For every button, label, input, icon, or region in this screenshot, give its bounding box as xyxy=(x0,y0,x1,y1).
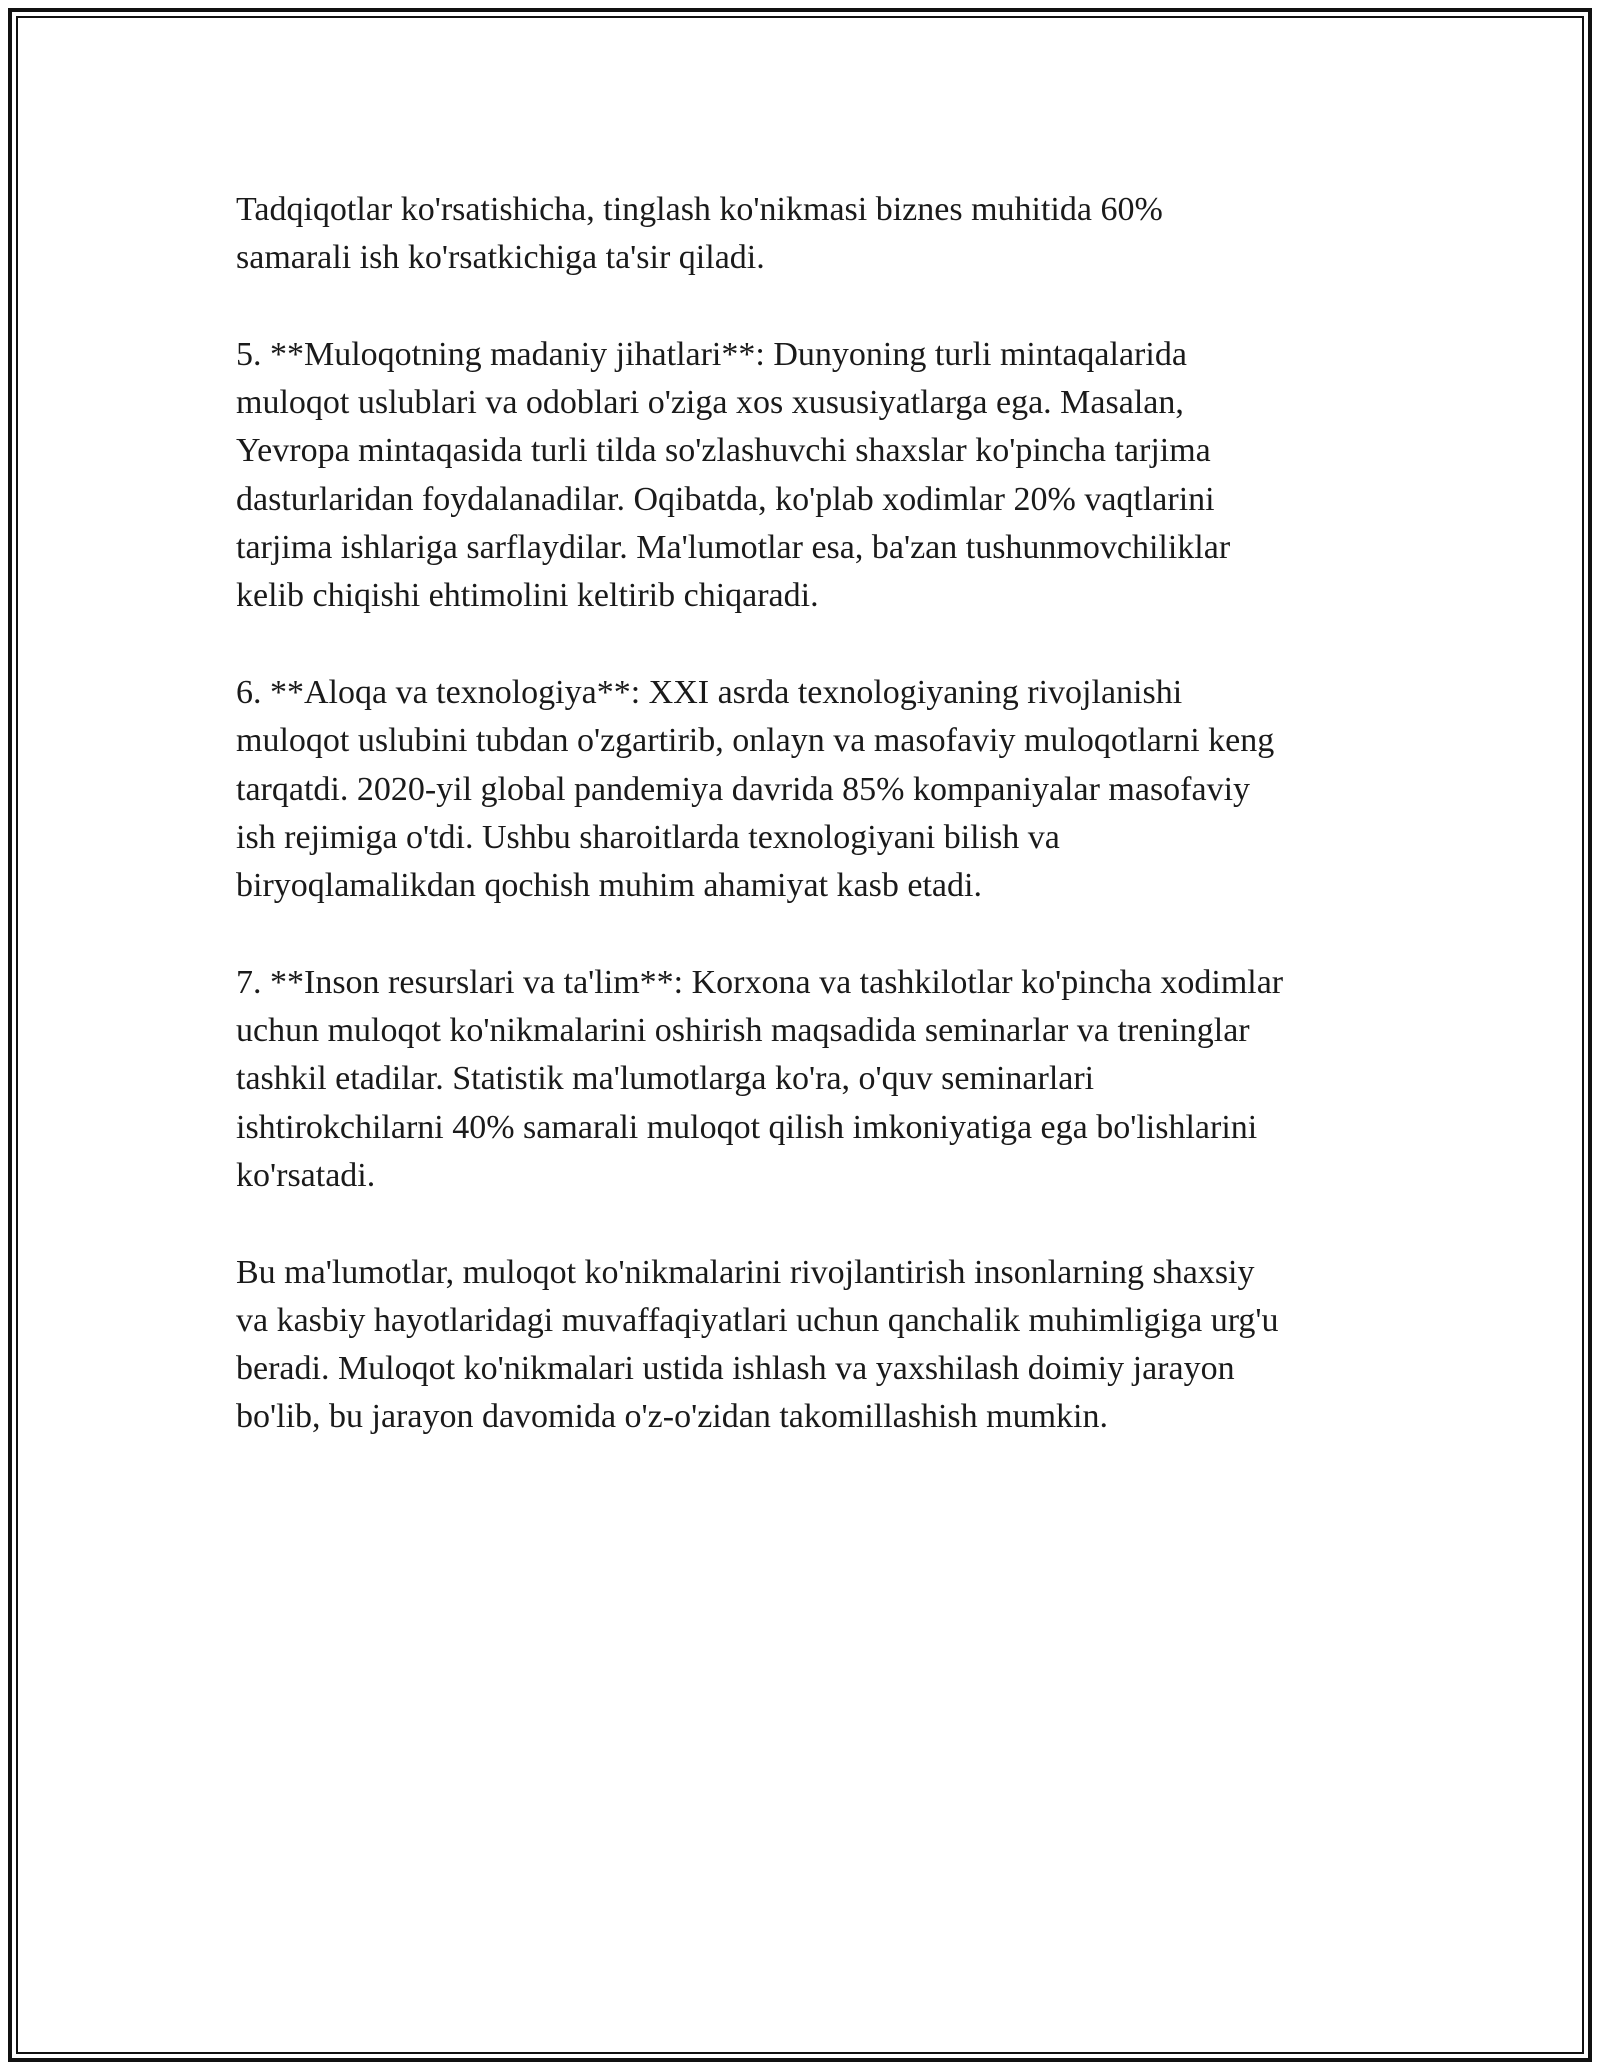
paragraph-communication-technology: 6. **Aloqa va texnologiya**: XXI asrda texnologiyaning rivojlanishi muloqot uslubini tubdan o'zgartirib, onlayn va masofaviy muloqotlarni keng tarqatdi. 2020-yil global pandemiya davrida 85% kompaniyalar masofaviy ish rejimiga o'tdi. Ushbu sharoitlarda texnologiyani bilish va biryoqlamalikdan qochish muhim ahamiyat kasb etadi. xyxy=(236,673,1275,905)
paragraph-listening-research: Tadqiqotlar ko'rsatishicha, tinglash ko'nikmasi biznes muhitida 60% samarali ish ko'rsatkichiga ta'sir qiladi. xyxy=(236,191,1163,277)
paragraph-cultural-aspects: 5. **Muloqotning madaniy jihatlari**: Dunyoning turli mintaqalarida muloqot uslublari va odoblari o'ziga xos xususiyatlarga ega. Masalan, Yevropa mintaqasida turli tilda so'zlashuvchi shaxslar ko'pincha tarjima dasturlaridan foydalanadilar. Oqibatda, ko'plab xodimlar 20% vaqtlarini tarjima ishlariga sarflaydilar. Ma'lumotlar esa, ba'zan tushunmovchiliklar kelib chiqishi ehtimolini keltirib chiqaradi. xyxy=(236,335,1231,615)
paragraph-human-resources-training: 7. **Inson resurslari va ta'lim**: Korxona va tashkilotlar ko'pincha xodimlar uchun muloqot ko'nikmalarini oshirish maqsadida seminarlar va treninglar tashkil etadilar. Statistik ma'lumotlarga ko'ra, o'quv seminarlari ishtirokchilarni 40% samarali muloqot qilish imkoniyatiga ega bo'lishlarini ko'rsatadi. xyxy=(236,963,1284,1194)
paragraph-conclusion: Bu ma'lumotlar, muloqot ko'nikmalarini rivojlantirish insonlarning shaxsiy va kasbiy hayotlaridagi muvaffaqiyatlari uchun qanchalik muhimligiga urg'u beradi. Muloqot ko'nikmalari ustida ishlash va yaxshilash doimiy jarayon bo'lib, bu jarayon davomida o'z-o'zidan takomillashish mumkin. xyxy=(236,1253,1279,1436)
document-body xyxy=(236,186,1376,1490)
